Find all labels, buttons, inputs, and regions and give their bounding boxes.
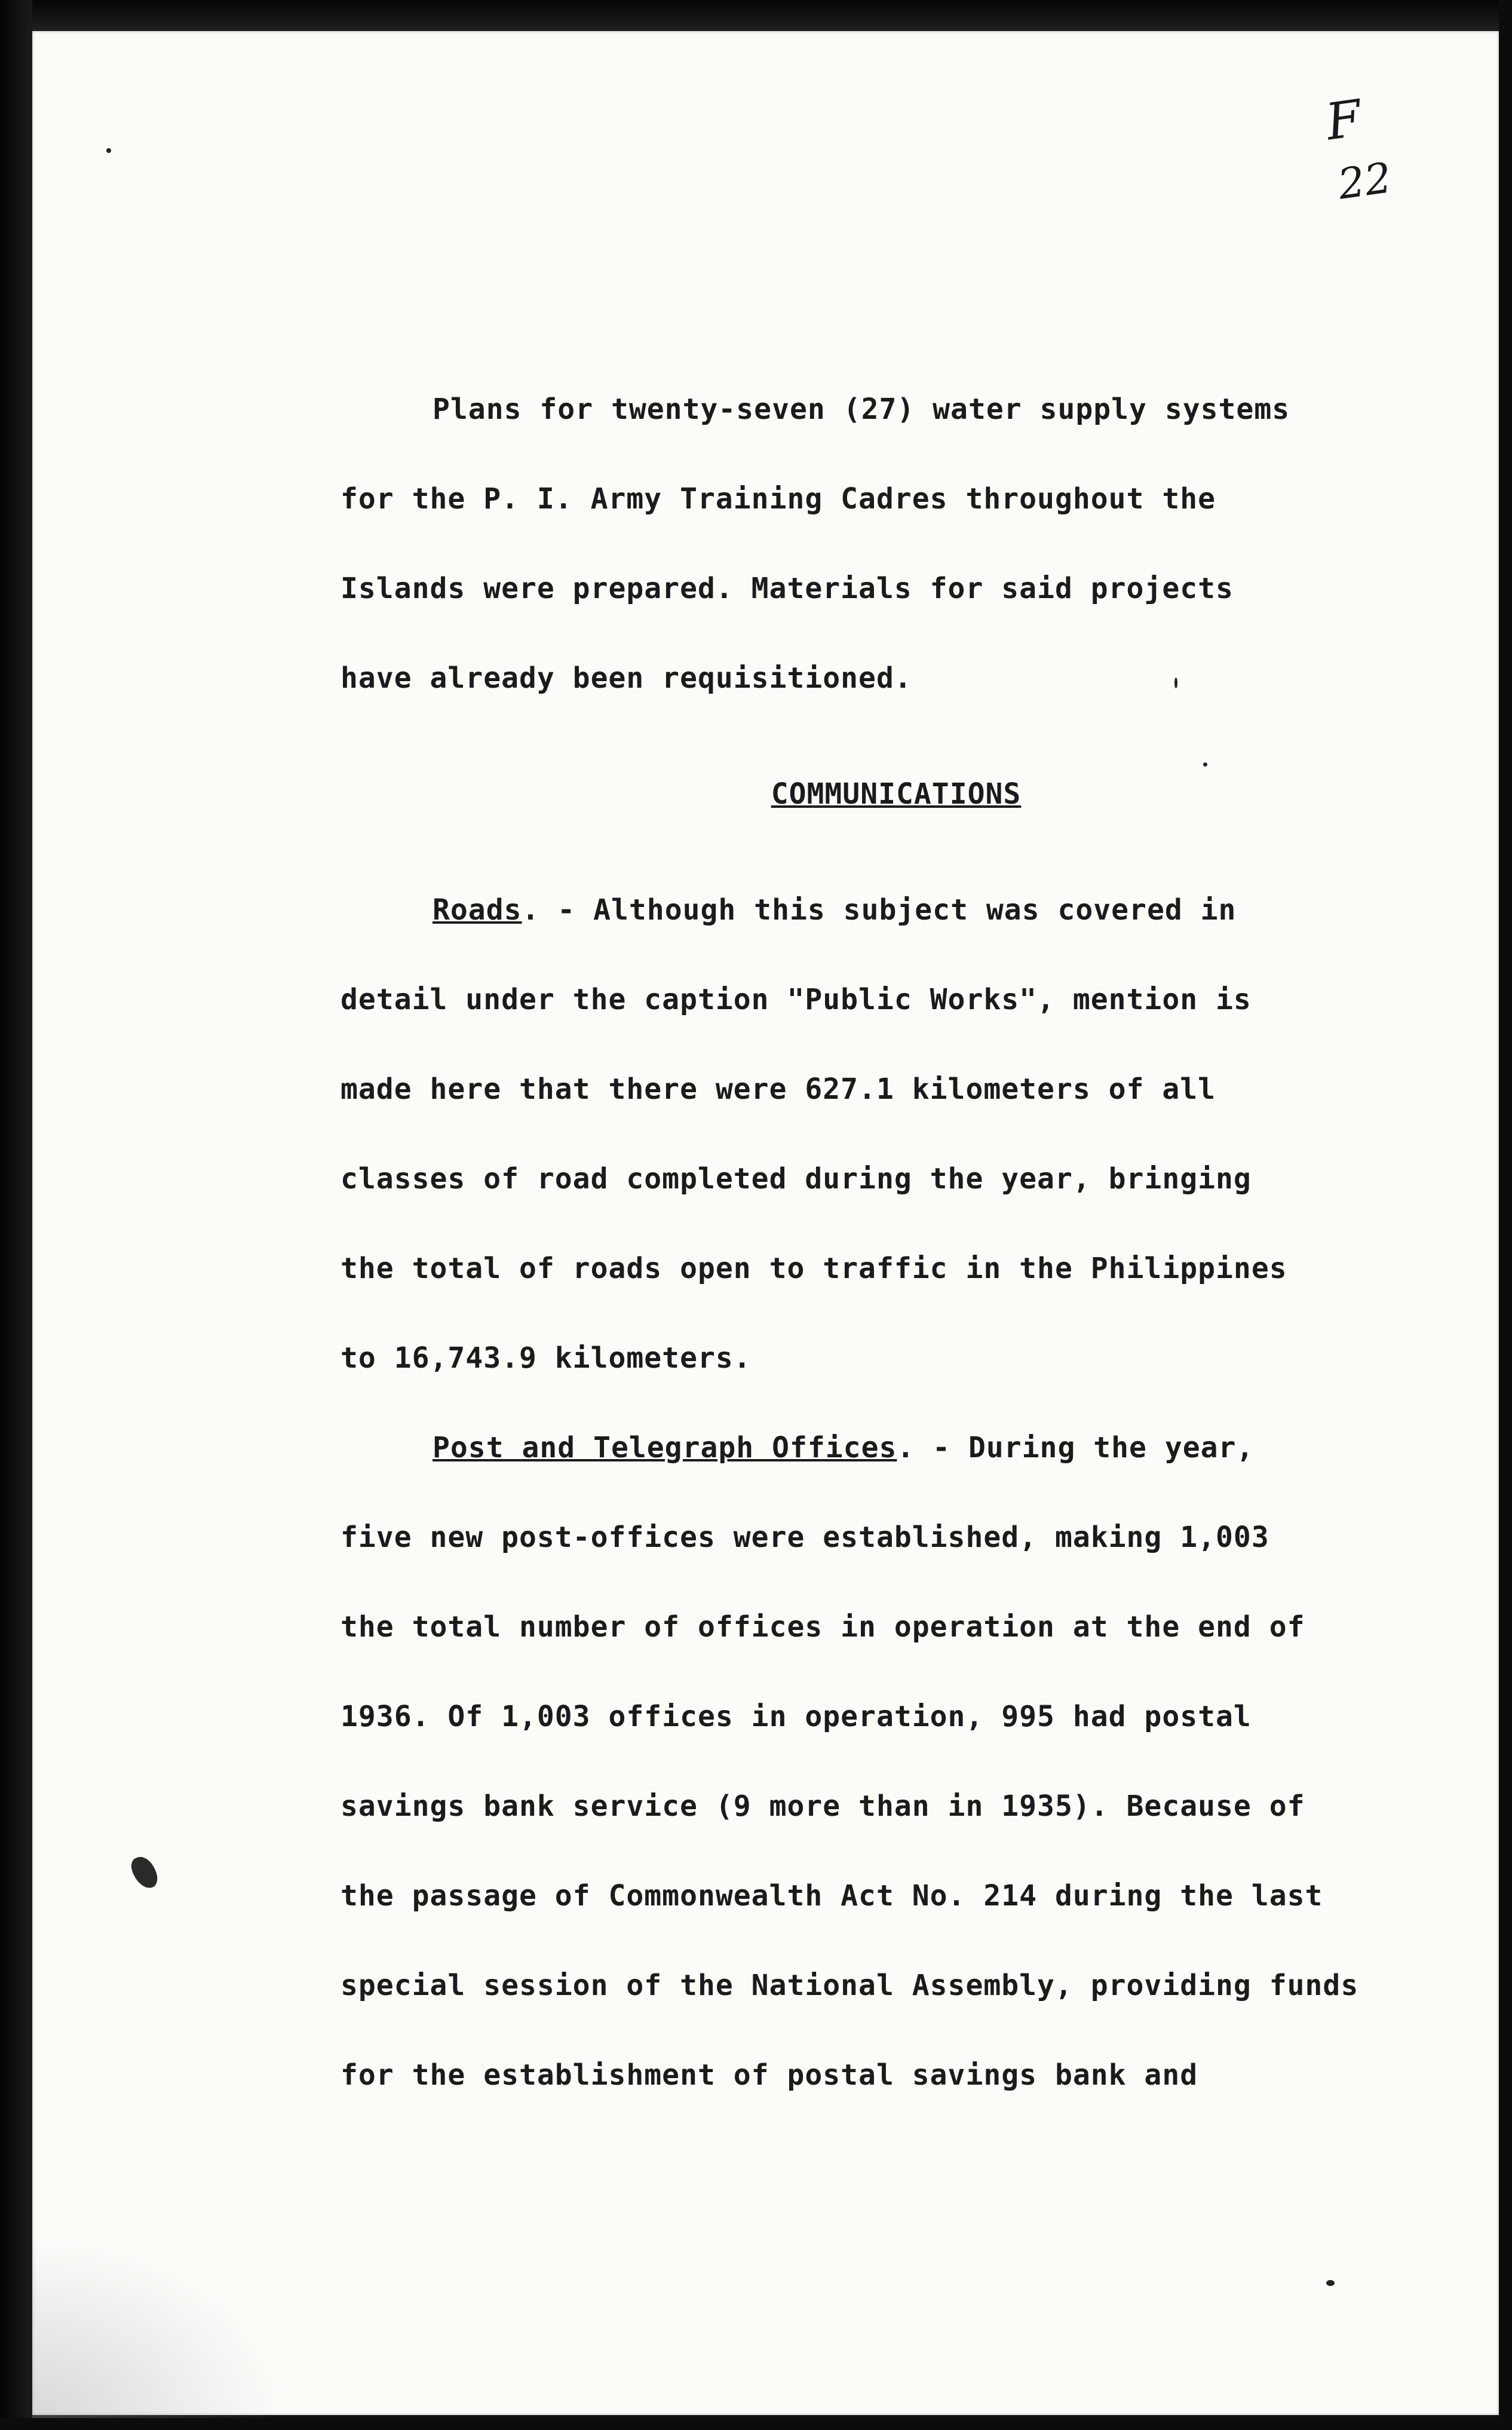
roads-title: Roads	[433, 893, 522, 927]
paragraph-line: Plans for twenty-seven (27) water supply systems	[433, 393, 1290, 426]
page-corner-shadow	[32, 2239, 283, 2418]
scan-border-left	[0, 0, 32, 2430]
paragraph-line: the passage of Commonwealth Act No. 214 during the last	[341, 1879, 1323, 1913]
handwritten-page-number: 22	[1335, 153, 1395, 209]
roads-lead-text: . - Although this subject was covered in	[522, 893, 1237, 927]
paragraph-line: five new post-offices were established, making 1,003	[341, 1521, 1269, 1554]
paragraph-line: for the P. I. Army Training Cadres throughout the	[341, 482, 1216, 516]
speck-mark	[106, 148, 111, 153]
paragraph-line: special session of the National Assembly, providing funds	[341, 1969, 1359, 2002]
typed-text-body	[341, 364, 1416, 2120]
post-title: Post and Telegraph Offices	[433, 1431, 897, 1464]
section-heading: COMMUNICATIONS	[771, 777, 1022, 811]
paragraph-line: 1936. Of 1,003 offices in operation, 995 had postal	[341, 1700, 1252, 1733]
speck-mark	[1326, 2280, 1335, 2286]
paragraph-line: made here that there were 627.1 kilometers of all	[341, 1072, 1216, 1106]
roads-paragraph-lead	[341, 865, 1416, 955]
paragraph-line: classes of road completed during the year, bringing	[341, 1162, 1252, 1196]
paragraph-line: savings bank service (9 more than in 1935). Because of	[341, 1789, 1305, 1823]
paragraph-line: the total number of offices in operation at the end of	[341, 1610, 1305, 1644]
scan-border-top	[0, 0, 1512, 31]
paragraph-line: detail under the caption "Public Works", mention is	[341, 983, 1252, 1016]
paragraph-line: for the establishment of postal savings bank and	[341, 2058, 1198, 2092]
handwritten-initial: F	[1322, 88, 1365, 152]
post-lead-text: . - During the year,	[897, 1431, 1255, 1464]
paragraph-line: the total of roads open to traffic in the Philippines	[341, 1252, 1287, 1285]
scan-border-bottom	[0, 2418, 1512, 2430]
scan-border-right	[1499, 0, 1512, 2430]
paragraph-line: Islands were prepared. Materials for said projects	[341, 572, 1234, 605]
post-paragraph-lead	[341, 1403, 1416, 1493]
paragraph-line: have already been requisitioned.	[341, 661, 912, 695]
paragraph-line: to 16,743.9 kilometers.	[341, 1341, 752, 1375]
